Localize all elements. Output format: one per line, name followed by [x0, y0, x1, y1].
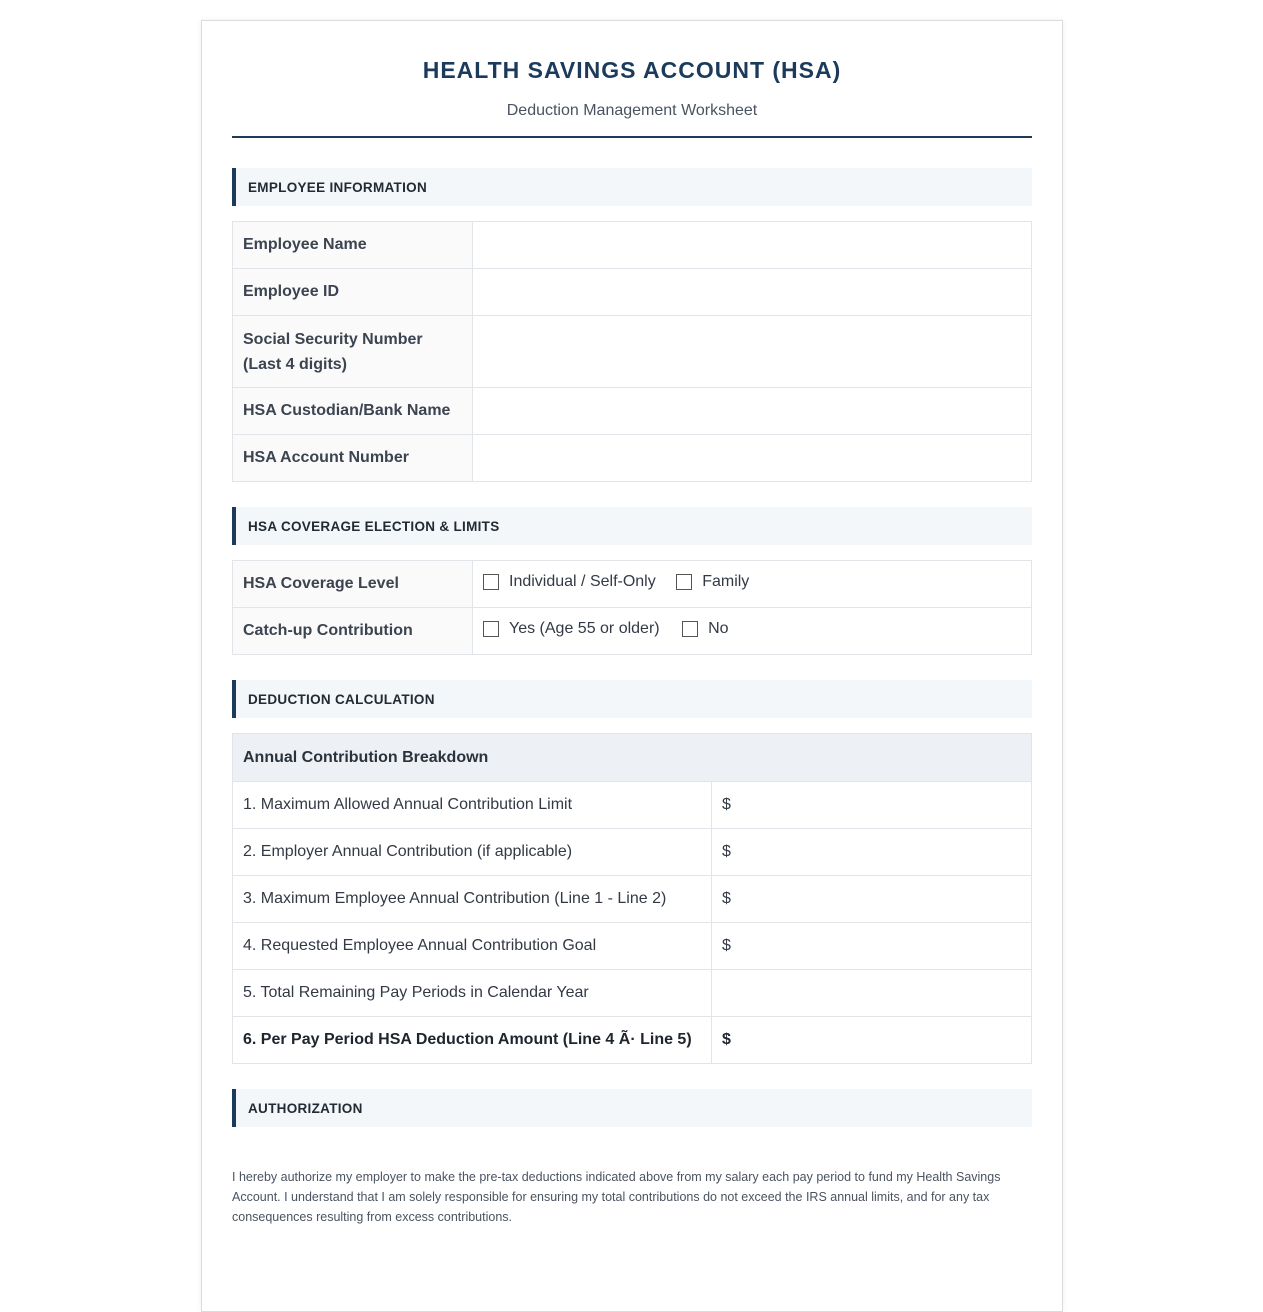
table-row [233, 222, 1032, 269]
section-header-deduction-calculation: DEDUCTION CALCULATION [232, 680, 1032, 718]
table-row [233, 829, 1032, 876]
page-subtitle: Deduction Management Worksheet [506, 102, 758, 119]
line-label-6: 6. Per Pay Period HSA Deduction Amount (Line 4 Ã· Line 5) [233, 1017, 712, 1064]
custodian-field[interactable] [473, 388, 1032, 435]
field-label-ssn-line2: (Last 4 digits) [243, 355, 348, 373]
table-title: Annual Contribution Breakdown [233, 734, 1032, 782]
table-row [233, 876, 1032, 923]
line-value-1[interactable]: $ [712, 782, 1032, 829]
employee-info-table [232, 221, 1032, 482]
option-catch-up-no[interactable] [682, 620, 728, 638]
option-label-family: Family [702, 573, 750, 590]
checkbox-individual[interactable] [483, 574, 499, 590]
table-row [233, 561, 1032, 608]
line-label-1: 1. Maximum Allowed Annual Contribution Limit [233, 782, 712, 829]
table-row [233, 1017, 1032, 1064]
table-row [233, 608, 1032, 655]
checkbox-catch-up-yes[interactable] [483, 621, 499, 637]
employee-name-field[interactable] [473, 222, 1032, 269]
field-label-employee-name: Employee Name [233, 222, 473, 269]
table-row [233, 435, 1032, 482]
deduction-table [232, 733, 1032, 1064]
table-row [233, 388, 1032, 435]
field-label-ssn [233, 316, 473, 388]
coverage-table [232, 560, 1032, 655]
title-divider [232, 136, 1032, 138]
section-header-employee-information: EMPLOYEE INFORMATION [232, 168, 1032, 206]
option-label-individual: Individual / Self-Only [509, 573, 656, 590]
field-label-coverage-level: HSA Coverage Level [233, 561, 473, 608]
catch-up-options [473, 608, 1032, 655]
table-row [233, 970, 1032, 1017]
account-number-field[interactable] [473, 435, 1032, 482]
field-label-catch-up: Catch-up Contribution [233, 608, 473, 655]
table-row [233, 923, 1032, 970]
field-label-account-number: HSA Account Number [233, 435, 473, 482]
worksheet-page [201, 20, 1063, 1312]
page-title: HEALTH SAVINGS ACCOUNT (HSA) [422, 57, 842, 83]
table-row [233, 316, 1032, 388]
line-value-6[interactable]: $ [712, 1017, 1032, 1064]
table-header-row [233, 734, 1032, 782]
line-label-3: 3. Maximum Employee Annual Contribution (Line 1 - Line 2) [233, 876, 712, 923]
option-label-catch-up-no: No [708, 620, 729, 637]
section-header-coverage: HSA COVERAGE ELECTION & LIMITS [232, 507, 1032, 545]
checkbox-family[interactable] [676, 574, 692, 590]
line-value-2[interactable]: $ [712, 829, 1032, 876]
line-label-2: 2. Employer Annual Contribution (if applicable) [233, 829, 712, 876]
option-catch-up-yes[interactable] [483, 620, 660, 638]
field-label-custodian: HSA Custodian/Bank Name [233, 388, 473, 435]
line-value-5[interactable] [712, 970, 1032, 1017]
table-row [233, 269, 1032, 316]
field-label-employee-id: Employee ID [233, 269, 473, 316]
line-value-3[interactable]: $ [712, 876, 1032, 923]
line-label-5: 5. Total Remaining Pay Periods in Calendar Year [233, 970, 712, 1017]
coverage-level-options [473, 561, 1032, 608]
section-header-authorization: AUTHORIZATION [232, 1089, 1032, 1127]
option-family[interactable] [676, 573, 749, 591]
authorization-statement: I hereby authorize my employer to make the pre-tax deductions indicated above from my salary each pay period to fund my Health Savings Account. I understand that I am solely responsible for ensuring my total contributions do not exceed the IRS annual limits, and for any tax consequences resulting from excess contributions. [232, 1170, 1001, 1224]
line-value-4[interactable]: $ [712, 923, 1032, 970]
line-label-4: 4. Requested Employee Annual Contribution Goal [233, 923, 712, 970]
option-individual[interactable] [483, 573, 656, 591]
option-label-catch-up-yes: Yes (Age 55 or older) [509, 620, 660, 637]
checkbox-catch-up-no[interactable] [682, 621, 698, 637]
field-label-ssn-line1: Social Security Number [243, 330, 423, 348]
ssn-field[interactable] [473, 316, 1032, 388]
worksheet-content [232, 21, 1032, 1227]
table-row [233, 782, 1032, 829]
employee-id-field[interactable] [473, 269, 1032, 316]
